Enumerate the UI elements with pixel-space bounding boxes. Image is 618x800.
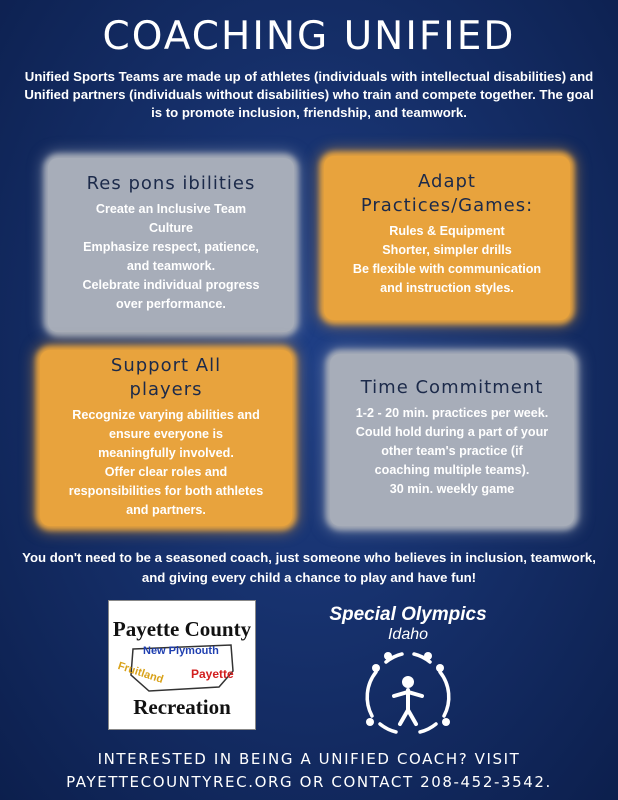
card-line: and partners.: [126, 503, 206, 517]
responsibilities-heading: Res pons ibilities: [86, 173, 256, 194]
support-card: [40, 350, 292, 526]
card-line: other team's practice (if: [381, 444, 523, 458]
logo-county-text: Payette County: [112, 617, 252, 641]
intro-text: Unified Sports Teams are made up of athletes (individuals with intellectual disabilities) and Unified partners (individuals without disabilities) who train and compete together. The goal is to promote inclusion, friendship, and teamwork.: [24, 69, 594, 120]
card-line: responsibilities for both athletes: [68, 484, 264, 498]
card-line: Emphasize respect, patience,: [83, 240, 259, 254]
card-line: Shorter, simpler drills: [382, 243, 512, 257]
adapt-heading-line1: Adapt: [418, 171, 476, 192]
closing-text: You don't need to be a seasoned coach, just someone who believes in inclusion, teamwork, and giving every child a chance to play and have fun!: [22, 550, 596, 585]
card-line: 1-2 - 20 min. practices per week.: [355, 406, 549, 420]
card-line: Culture: [148, 221, 194, 235]
special-olympics-name: Special Olympics: [329, 604, 487, 625]
card-line: meaningfully involved.: [98, 446, 234, 460]
card-line: coaching multiple teams).: [374, 463, 530, 477]
card-line: ensure everyone is: [108, 427, 224, 441]
card-line: 30 min. weekly game: [389, 482, 515, 496]
logo-town-fruitland: Fruitland: [116, 660, 165, 686]
logo-recreation-text: Recreation: [133, 695, 231, 719]
time-commitment-heading: Time Commitment: [360, 377, 544, 398]
logo-town-new-plymouth: New Plymouth: [143, 645, 219, 657]
card-line: Offer clear roles and: [104, 465, 228, 479]
special-olympics-logo: [288, 604, 528, 734]
support-heading-line2: players: [129, 379, 203, 400]
card-line: Be flexible with communication: [352, 262, 542, 276]
card-line: Create an Inclusive Team: [95, 202, 247, 216]
adapt-heading-line2: Practices/Games:: [360, 195, 534, 216]
support-heading-line1: Support All: [110, 355, 222, 376]
card-line: Recognize varying abilities and: [72, 408, 260, 422]
card-line: Could hold during a part of your: [355, 425, 549, 439]
page-title: COACHING UNIFIED: [102, 14, 516, 59]
card-line: and teamwork.: [126, 259, 216, 273]
adapt-card: [324, 156, 570, 320]
footer-contact: [0, 748, 618, 794]
footer-line-1: INTERESTED IN BEING A UNIFIED COACH? VISIT: [97, 750, 521, 768]
special-olympics-figure-icon: [358, 646, 458, 734]
card-line: Celebrate individual progress: [82, 278, 260, 292]
footer-line-2: PAYETTECOUNTYREC.ORG OR CONTACT 208-452-3542.: [66, 773, 552, 791]
logo-town-payette: Payette: [191, 667, 234, 681]
card-line: and instruction styles.: [380, 281, 514, 295]
payette-county-recreation-logo: [108, 600, 256, 730]
card-line: over performance.: [116, 297, 226, 311]
responsibilities-card: [48, 158, 294, 332]
time-commitment-card: [330, 354, 574, 526]
card-line: Rules & Equipment: [389, 224, 505, 238]
special-olympics-state: Idaho: [387, 626, 429, 643]
